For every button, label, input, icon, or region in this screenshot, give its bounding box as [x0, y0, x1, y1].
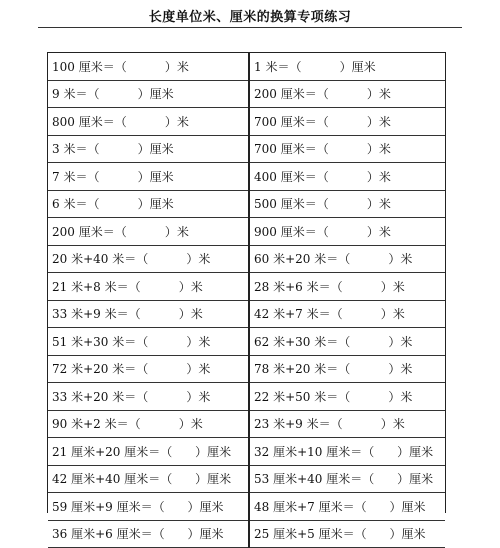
exercise-cell-left: 20 米+40 米＝（ ）米 [48, 245, 249, 273]
exercise-row [48, 135, 445, 163]
exercise-cell-left: 36 厘米+6 厘米＝（ ）厘米 [48, 520, 249, 548]
exercise-cell-right: 400 厘米＝（ ）米 [249, 163, 445, 191]
exercise-cell-right: 900 厘米＝（ ）米 [249, 218, 445, 246]
exercise-cell-right: 28 米+6 米＝（ ）米 [249, 273, 445, 301]
exercise-row [48, 493, 445, 521]
exercise-cell-right: 22 米+50 米＝（ ）米 [249, 383, 445, 411]
exercise-cell-right: 78 米+20 米＝（ ）米 [249, 355, 445, 383]
exercise-row [48, 273, 445, 301]
exercise-cell-right: 25 厘米+5 厘米＝（ ）厘米 [249, 520, 445, 548]
exercise-cell-left: 72 米+20 米＝（ ）米 [48, 355, 249, 383]
exercise-cell-left: 42 厘米+40 厘米＝（ ）厘米 [48, 465, 249, 493]
exercise-cell-left: 200 厘米＝（ ）米 [48, 218, 249, 246]
exercise-cell-left: 100 厘米＝（ ）米 [48, 53, 249, 80]
exercise-cell-right: 500 厘米＝（ ）米 [249, 190, 445, 218]
exercise-cell-left: 33 米+9 米＝（ ）米 [48, 300, 249, 328]
exercise-cell-right: 53 厘米+40 厘米＝（ ）厘米 [249, 465, 445, 493]
exercise-cell-left: 9 米＝（ ）厘米 [48, 80, 249, 108]
exercise-row [48, 163, 445, 191]
exercise-cell-right: 60 米+20 米＝（ ）米 [249, 245, 445, 273]
exercise-cell-left: 800 厘米＝（ ）米 [48, 108, 249, 136]
exercise-row [48, 53, 445, 80]
exercise-cell-left: 59 厘米+9 厘米＝（ ）厘米 [48, 493, 249, 521]
exercise-cell-left: 3 米＝（ ）厘米 [48, 135, 249, 163]
exercise-row [48, 383, 445, 411]
exercise-row [48, 520, 445, 548]
exercise-cell-left: 6 米＝（ ）厘米 [48, 190, 249, 218]
exercise-cell-left: 51 米+30 米＝（ ）米 [48, 328, 249, 356]
title-underline [38, 27, 462, 28]
exercise-cell-right: 700 厘米＝（ ）米 [249, 135, 445, 163]
exercise-row [48, 300, 445, 328]
exercise-cell-right: 48 厘米+7 厘米＝（ ）厘米 [249, 493, 445, 521]
exercise-cell-right: 1 米＝（ ）厘米 [249, 53, 445, 80]
exercise-cell-left: 7 米＝（ ）厘米 [48, 163, 249, 191]
exercise-cell-left: 90 米+2 米＝（ ）米 [48, 410, 249, 438]
exercise-cell-left: 33 米+20 米＝（ ）米 [48, 383, 249, 411]
exercise-row [48, 218, 445, 246]
exercise-row [48, 245, 445, 273]
exercise-cell-right: 32 厘米+10 厘米＝（ ）厘米 [249, 438, 445, 466]
exercise-row [48, 80, 445, 108]
exercise-row [48, 410, 445, 438]
exercise-row [48, 438, 445, 466]
exercise-cell-right: 700 厘米＝（ ）米 [249, 108, 445, 136]
exercise-cell-left: 21 米+8 米＝（ ）米 [48, 273, 249, 301]
worksheet-title: 长度单位米、厘米的换算专项练习 [148, 10, 352, 25]
exercise-row [48, 108, 445, 136]
exercise-table [48, 53, 445, 548]
exercise-table-container [47, 52, 446, 542]
exercise-row [48, 190, 445, 218]
exercise-row [48, 328, 445, 356]
exercise-cell-right: 200 厘米＝（ ）米 [249, 80, 445, 108]
exercise-cell-left: 21 厘米+20 厘米＝（ ）厘米 [48, 438, 249, 466]
exercise-cell-right: 62 米+30 米＝（ ）米 [249, 328, 445, 356]
exercise-cell-right: 42 米+7 米＝（ ）米 [249, 300, 445, 328]
exercise-cell-right: 23 米+9 米＝（ ）米 [249, 410, 445, 438]
exercise-row [48, 465, 445, 493]
exercise-row [48, 355, 445, 383]
